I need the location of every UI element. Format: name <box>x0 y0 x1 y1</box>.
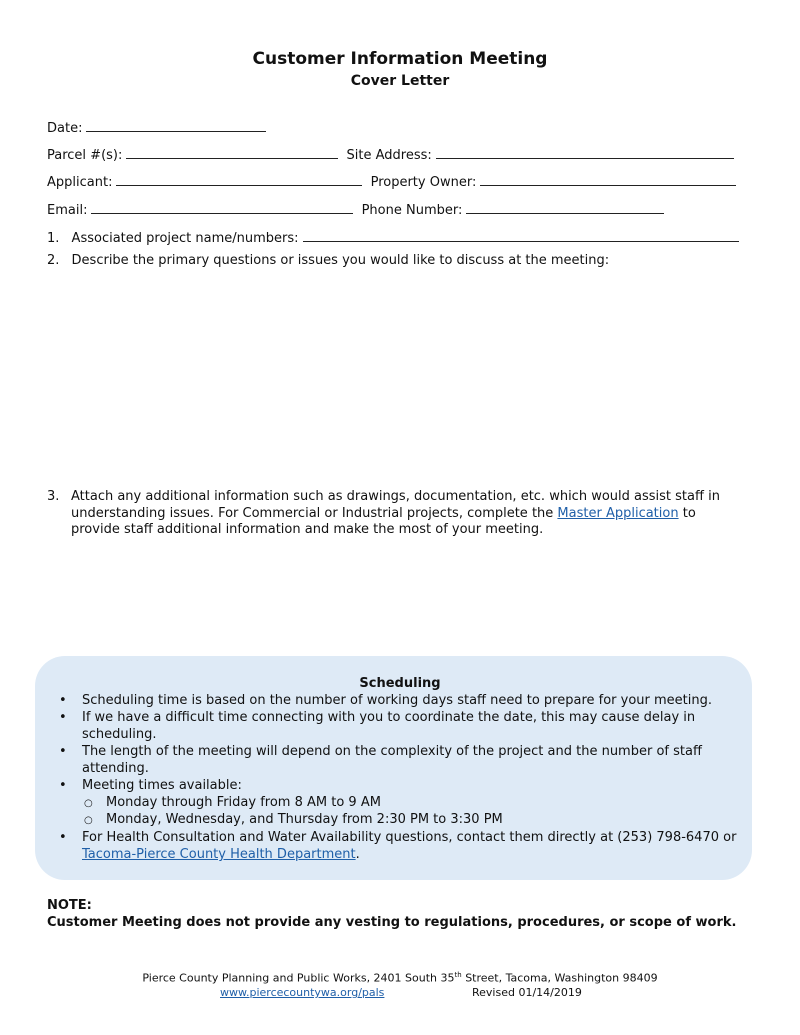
date-field[interactable] <box>86 119 266 132</box>
bullet-icon: • <box>59 778 67 793</box>
bullet-icon: • <box>59 693 67 708</box>
item-3-text: to <box>678 506 696 521</box>
parcel-label: Parcel #(s): <box>47 148 123 163</box>
phone-label: Phone Number: <box>361 203 463 218</box>
applicant-label: Applicant: <box>47 175 113 190</box>
scheduling-bullet: Meeting times available: <box>82 778 242 793</box>
scheduling-bullet-cont <box>82 847 360 862</box>
date-label: Date: <box>47 121 83 136</box>
circle-bullet-icon: ○ <box>84 798 93 809</box>
scheduling-heading: Scheduling <box>359 676 441 691</box>
note-text: Customer Meeting does not provide any vesting to regulations, procedures, or scope of work. <box>47 915 737 930</box>
item-3-line3: provide staff additional information and make the most of your meeting. <box>71 522 544 537</box>
scheduling-bullet: Scheduling time is based on the number of working days staff need to prepare for your meeting. <box>82 693 713 708</box>
email-label: Email: <box>47 203 88 218</box>
site-address-field[interactable] <box>436 146 734 159</box>
note-label: NOTE: <box>47 898 92 913</box>
bullet-icon: • <box>59 710 67 725</box>
property-owner-field[interactable] <box>480 173 736 186</box>
footer-text: Pierce County Planning and Public Works, 2401 South 35 <box>142 971 455 985</box>
applicant-field[interactable] <box>116 173 362 186</box>
item-number: 1. <box>47 231 60 246</box>
date-row <box>47 119 270 136</box>
footer-sup: th <box>454 971 462 979</box>
phone-field[interactable] <box>466 201 664 214</box>
scheduling-bullet: The length of the meeting will depend on the complexity of the project and the number of staff <box>82 744 702 759</box>
scheduling-bullet: For Health Consultation and Water Availability questions, contact them directly at (253) 798-6470 or <box>82 830 737 845</box>
item-3-text: understanding issues. For Commercial or Industrial projects, complete the <box>71 506 558 521</box>
item-3-line1: Attach any additional information such as drawings, documentation, etc. which would assist staff in <box>71 489 720 504</box>
meeting-time: Monday, Wednesday, and Thursday from 2:30 PM to 3:30 PM <box>106 812 503 827</box>
scheduling-bullet-cont: attending. <box>82 761 149 776</box>
circle-bullet-icon: ○ <box>84 815 93 826</box>
project-name-field[interactable] <box>303 229 739 242</box>
site-address-label: Site Address: <box>346 148 432 163</box>
item-text: Associated project name/numbers: <box>71 231 299 246</box>
page-title: Customer Information Meeting <box>252 49 548 69</box>
email-row <box>47 201 668 218</box>
revised-date: Revised 01/14/2019 <box>472 986 582 999</box>
item-3-line2 <box>71 506 696 521</box>
parcel-field[interactable] <box>126 146 338 159</box>
footer-address <box>0 971 800 985</box>
bullet-icon: • <box>59 830 67 845</box>
period: . <box>355 847 360 862</box>
item-text: Describe the primary questions or issues you would like to discuss at the meeting: <box>71 253 610 268</box>
parcel-row <box>47 146 738 163</box>
bullet-icon: • <box>59 744 67 759</box>
health-department-link[interactable]: Tacoma-Pierce County Health Department <box>82 847 356 862</box>
meeting-time: Monday through Friday from 8 AM to 9 AM <box>106 795 381 810</box>
footer-website-link[interactable]: www.piercecountywa.org/pals <box>220 986 385 999</box>
applicant-row <box>47 173 740 190</box>
email-field[interactable] <box>91 201 353 214</box>
scheduling-bullet: If we have a difficult time connecting with you to coordinate the date, this may cause delay in <box>82 710 696 725</box>
item-3-number: 3. <box>47 489 60 504</box>
master-application-link[interactable]: Master Application <box>557 506 679 521</box>
item-1 <box>47 229 743 246</box>
footer-text: Street, Tacoma, Washington 98409 <box>461 971 658 985</box>
item-2 <box>47 253 609 268</box>
property-owner-label: Property Owner: <box>370 175 477 190</box>
page-subtitle: Cover Letter <box>350 73 450 89</box>
item-number: 2. <box>47 253 60 268</box>
scheduling-bullet-cont: scheduling. <box>82 727 157 742</box>
